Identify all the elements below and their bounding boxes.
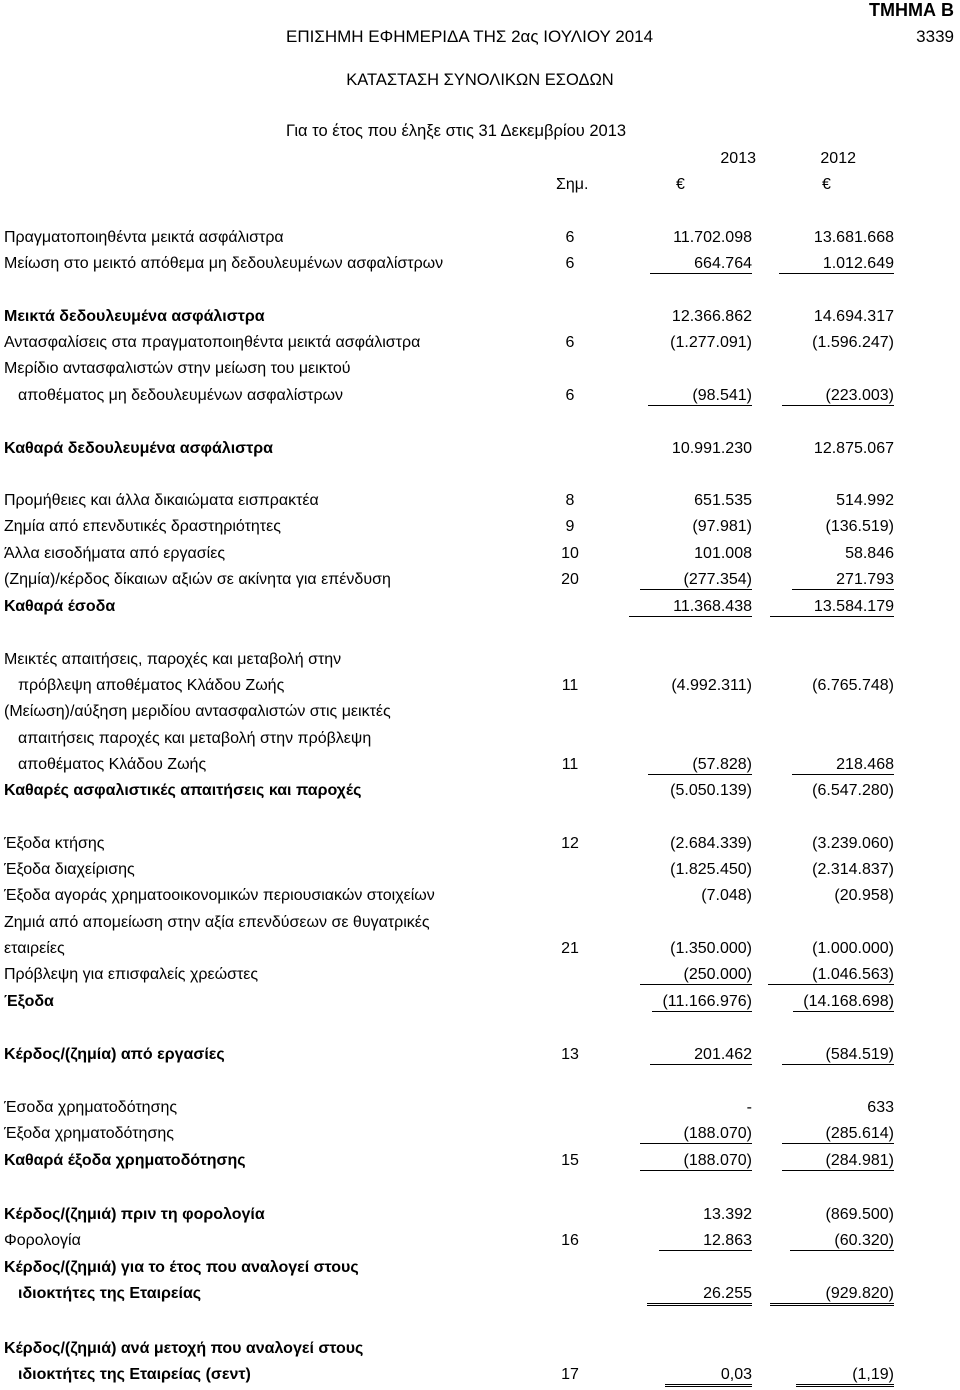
value-2013: (97.981): [692, 518, 752, 535]
row-label: ιδιοκτήτες της Εταιρείας (σεντ): [18, 1366, 251, 1383]
table-row: [0, 1259, 960, 1283]
subtotal-row: [0, 1206, 960, 1230]
value-2012: (6.547.280): [812, 782, 894, 799]
value-2013: -: [746, 1099, 752, 1116]
table-row: [0, 730, 960, 754]
value-2012: 12.875.067: [813, 440, 894, 457]
value-2012: (3.239.060): [812, 835, 894, 852]
row-label: Έσοδα χρηματοδότησης: [4, 1099, 178, 1116]
row-label: Καθαρά έξοδα χρηματοδότησης: [4, 1152, 246, 1169]
row-label: Καθαρά έσοδα: [4, 598, 116, 615]
table-row: [0, 255, 960, 279]
value-2013: (5.050.139): [670, 782, 752, 799]
row-note: 11: [561, 756, 579, 773]
value-2013: 664.764: [650, 255, 752, 274]
row-note: 9: [565, 518, 575, 535]
row-note: 20: [561, 571, 579, 588]
value-2012: (584.519): [782, 1046, 895, 1065]
row-label: Κέρδος/(ζημιά) για το έτος που αναλογεί στους: [4, 1259, 359, 1276]
table-row: [0, 387, 960, 411]
row-label: Φορολογία: [4, 1232, 81, 1249]
value-2012: (2.314.837): [812, 861, 894, 878]
table-row: [0, 914, 960, 938]
row-label: Πρόβλεψη για επισφαλείς χρεώστες: [4, 966, 259, 983]
row-note: 16: [561, 1232, 579, 1249]
row-label: αποθέματος μη δεδουλευμένων ασφαλίστρων: [18, 387, 344, 404]
value-2013: (188.070): [640, 1152, 753, 1171]
subtotal-row: [0, 440, 960, 464]
value-2012: (929.820): [770, 1285, 895, 1306]
statement-period: Για το έτος που έληξε στις 31 Δεκεμβρίου 2013: [286, 122, 627, 140]
value-2013: (1.825.450): [670, 861, 752, 878]
value-2013: 0,03: [665, 1366, 752, 1387]
subtotal-row: [0, 598, 960, 622]
subtotal-row: [0, 782, 960, 806]
table-row: [0, 571, 960, 595]
row-label: Κέρδος/(ζημία) από εργασίες: [4, 1046, 225, 1063]
row-note: 12: [561, 835, 579, 852]
row-label: Αντασφαλίσεις στα πραγματοποιηθέντα μεικτά ασφάλιστρα: [4, 334, 421, 351]
value-2013: 101.008: [694, 545, 752, 562]
value-2013: (7.048): [701, 887, 752, 904]
row-label: Κέρδος/(ζημιά) ανά μετοχή που αναλογεί στους: [4, 1340, 364, 1357]
table-row: [0, 940, 960, 964]
row-label: Κέρδος/(ζημιά) πριν τη φορολογία: [4, 1206, 265, 1223]
subtotal-row: [0, 1285, 960, 1309]
value-2013: 11.702.098: [673, 229, 752, 246]
row-label: πρόβλεψη αποθέματος Κλάδου Ζωής: [18, 677, 285, 694]
value-2013: 11.368.438: [629, 598, 752, 617]
value-2013: (2.684.339): [670, 835, 752, 852]
value-2012: 1.012.649: [779, 255, 894, 274]
value-2012: (6.765.748): [812, 677, 894, 694]
table-row: [0, 887, 960, 911]
column-header-2012: 2012: [820, 150, 856, 167]
row-label: Καθαρές ασφαλιστικές απαιτήσεις και παροχές: [4, 782, 362, 799]
subtotal-row: [0, 308, 960, 332]
column-header-note: Σημ.: [556, 176, 589, 193]
row-label: Μεικτές απαιτήσεις, παροχές και μεταβολή στην: [4, 651, 342, 668]
row-note: 13: [561, 1046, 579, 1063]
value-2012: 633: [867, 1099, 894, 1116]
value-2012: (1.000.000): [812, 940, 894, 957]
row-note: 21: [561, 940, 579, 957]
value-2012: (14.168.698): [793, 993, 894, 1012]
row-label: Έξοδα: [4, 993, 54, 1010]
table-row: [0, 1340, 960, 1364]
value-2012: (285.614): [782, 1125, 895, 1144]
value-2012: 271.793: [792, 571, 894, 590]
value-2013: 12.366.862: [671, 308, 752, 325]
value-2013: (277.354): [640, 571, 753, 590]
row-label: Μερίδιο αντασφαλιστών στην μείωση του μεικτού: [4, 360, 351, 377]
section-label: ΤΜΗΜΑ Β: [869, 0, 954, 20]
subtotal-row: [0, 993, 960, 1017]
value-2013: (1.277.091): [670, 334, 752, 351]
table-row: [0, 229, 960, 253]
row-label: Άλλα εισοδήματα από εργασίες: [4, 545, 226, 562]
row-label: Προμήθειες και άλλα δικαιώματα εισπρακτέα: [4, 492, 319, 509]
value-2013: (57.828): [648, 756, 752, 775]
table-row: [0, 703, 960, 727]
row-note: 10: [561, 545, 579, 562]
table-row: [0, 492, 960, 516]
table-row: [0, 835, 960, 859]
table-row: [0, 545, 960, 569]
row-note: 6: [565, 334, 575, 351]
row-label: Πραγματοποιηθέντα μεικτά ασφάλιστρα: [4, 229, 284, 246]
row-label: Έξοδα διαχείρισης: [4, 861, 135, 878]
row-note: 6: [565, 387, 575, 404]
row-label: ιδιοκτήτες της Εταιρείας: [18, 1285, 202, 1302]
row-label: αποθέματος Κλάδου Ζωής: [18, 756, 207, 773]
row-note: 15: [561, 1152, 579, 1169]
currency-2013: €: [676, 176, 685, 193]
table-row: [0, 756, 960, 780]
value-2013: (4.992.311): [671, 677, 752, 694]
row-label: Μεικτά δεδουλευμένα ασφάλιστρα: [4, 308, 265, 325]
row-label: Έξοδα αγοράς χρηματοοικονομικών περιουσιακών στοιχείων: [4, 887, 435, 904]
row-note: 6: [565, 255, 575, 272]
column-header-2013: 2013: [720, 150, 756, 167]
row-label: Έξοδα χρηματοδότησης: [4, 1125, 174, 1142]
table-row: [0, 677, 960, 701]
value-2012: (1.596.247): [812, 334, 894, 351]
row-label: (Μείωση)/αύξηση μεριδίου αντασφαλιστών στις μεικτές: [4, 703, 391, 720]
row-label: Έξοδα κτήσης: [4, 835, 105, 852]
row-label: εταιρείες: [4, 940, 65, 957]
value-2013: 10.991.230: [671, 440, 752, 457]
row-label: (Ζημία)/κέρδος δίκαιων αξιών σε ακίνητα για επένδυση: [4, 571, 391, 588]
row-note: 11: [561, 677, 579, 694]
table-row: [0, 360, 960, 384]
value-2013: 13.392: [703, 1206, 752, 1223]
gazette-header: ΕΠΙΣΗΜΗ ΕΦΗΜΕΡΙΔΑ ΤΗΣ 2ας ΙΟΥΛΙΟΥ 2014: [286, 27, 654, 46]
value-2013: 201.462: [650, 1046, 752, 1065]
value-2012: 218.468: [792, 756, 894, 775]
subtotal-row: [0, 1152, 960, 1176]
value-2013: 12.863: [659, 1232, 752, 1251]
table-row: [0, 861, 960, 885]
row-label: απαιτήσεις παροχές και μεταβολή στην πρόβλεψη: [18, 730, 372, 747]
table-row: [0, 1099, 960, 1123]
value-2012: (1.046.563): [768, 966, 894, 985]
table-row: [0, 1232, 960, 1256]
table-row: [0, 966, 960, 990]
value-2012: (223.003): [782, 387, 895, 406]
row-note: 8: [565, 492, 575, 509]
subtotal-row: [0, 1046, 960, 1070]
value-2012: 14.694.317: [813, 308, 894, 325]
row-note: 6: [565, 229, 575, 246]
table-row: [0, 651, 960, 675]
value-2012: (284.981): [782, 1152, 895, 1171]
page-number: 3339: [916, 27, 954, 46]
value-2013: (250.000): [640, 966, 753, 985]
row-label: Μείωση στο μεικτό απόθεμα μη δεδουλευμένων ασφαλίστρων: [4, 255, 444, 272]
value-2012: (60.320): [790, 1232, 894, 1251]
value-2012: 13.681.668: [813, 229, 894, 246]
value-2013: (98.541): [648, 387, 752, 406]
statement-title: ΚΑΤΑΣΤΑΣΗ ΣΥΝΟΛΙΚΩΝ ΕΣΟΔΩΝ: [346, 71, 614, 89]
table-row: [0, 334, 960, 358]
row-label: Ζημιά από απομείωση στην αξία επενδύσεων σε θυγατρικές: [4, 914, 430, 931]
value-2013: 651.535: [694, 492, 752, 509]
value-2012: (136.519): [825, 518, 894, 535]
row-label: Ζημία από επενδυτικές δραστηριότητες: [4, 518, 281, 535]
row-note: 17: [561, 1366, 579, 1383]
value-2012: (20.958): [834, 887, 894, 904]
currency-2012: €: [822, 176, 831, 193]
subtotal-row: [0, 1366, 960, 1390]
value-2013: (11.166.976): [652, 993, 752, 1012]
value-2012: 58.846: [845, 545, 894, 562]
table-row: [0, 1125, 960, 1149]
value-2012: (1,19): [796, 1366, 894, 1387]
value-2012: (869.500): [825, 1206, 894, 1223]
value-2013: (1.350.000): [670, 940, 752, 957]
row-label: Καθαρά δεδουλευμένα ασφάλιστρα: [4, 440, 273, 457]
value-2013: (188.070): [640, 1125, 753, 1144]
value-2012: 13.584.179: [770, 598, 894, 617]
value-2012: 514.992: [836, 492, 894, 509]
value-2013: 26.255: [647, 1285, 752, 1306]
table-row: [0, 518, 960, 542]
